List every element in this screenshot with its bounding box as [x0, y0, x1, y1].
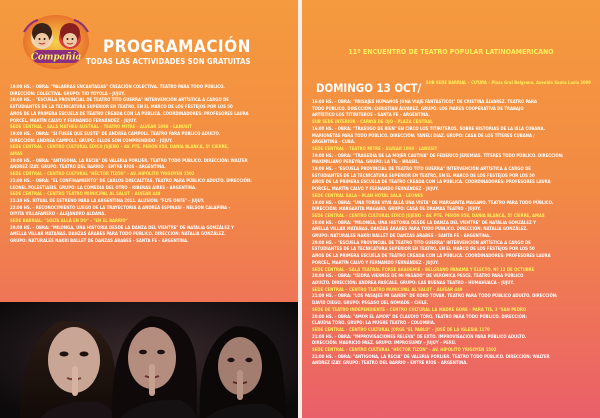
schedule-line: ESTUDIANTES DE LA TECNICATURA SUPERIOR EN TEATRO, EN EL MARCO DE LOS FESTEJOS POR LOS 50 — [10, 105, 233, 111]
schedule-line: ADULTO. DIRECCIÓN: ANDREA PASCALE. GRUPO: LAS BUENAS TEATRO – HUMAHUACA – JUJUY. — [312, 280, 514, 286]
schedule-line: 21:00 HS. – OBRA: "IMPROVISACIONES RELEVA" DE EXTO. IMPROVISACIÓN PARA PÚBLICO ADULTO. — [312, 334, 527, 340]
schedule-line: 20:00 HS. – OBRA: "MILONGA, UNA HISTORIA DESDE LA DANZA DEL VIENTRE" DE NATALIA GONZÁLEZ Y — [10, 225, 234, 231]
schedule-line: ANDREZ IZAY. GRUPO: TEATRO DEL BARRIO – ENTRE RÍOS – ARGENTINA. — [10, 165, 166, 171]
schedule-line: ANELLA VILLAR MATAÑAS. DANZAS ÁRABES PARA TODO PÚBLICO. DIRECCIÓN: NATALIA GONZÁLEZ. — [10, 232, 226, 238]
schedule-line: GRUPO: NATURALES NAKRI BALLET DE DANZAS ÁRABES – SANTA FE – ARGENTINA. — [10, 239, 189, 245]
venue-line: SEDE CENTRAL – CENTRO TEATRO MUNICIPAL AL SALUT – ALVEAR 449 — [10, 192, 161, 198]
schedule-line: ARTÍSTICO LOS TITIRITEROS – SANTA FE – ARGENTINA. — [312, 113, 430, 119]
venue-line: SEDE DE TEATRO INDEPENDIENTE – CENTRO CULTURAL LA MADRE GORE – PARA TIS, 3 "SAN PEDRO — [312, 307, 527, 313]
schedule-line: CLAUDIA TORO. GRUPO: LA MUGRE TEATRO – COLOMBIA. — [312, 321, 436, 327]
schedule-line: AÑOS DE LA PRIMERA ESCUELA DE TEATRO CREADA CON LA PÚBLICA. COORDINADORES: PROFESORES LAURA — [312, 254, 551, 260]
main-venue: SUB SEDE BARRIAL – CUYAYA – Plaza Gral Belgrano, Avenida Santa Lucía 2009 — [426, 80, 591, 85]
left-schedule — [10, 85, 288, 246]
schedule-line: 20:00 HS. – OBRA: "MILONGA, UNA HISTORIA DESDE LA DANZA DEL VIENTRE" DE NATALIA GONZÁLEZ Y — [312, 220, 536, 226]
schedule-line: DIRECCIÓN: MARGARITA MAGANO. GRUPO: CASA DE DRAMAS TEATRO – JUJUY. — [312, 207, 481, 213]
schedule-line: 19:00 HS. – "ESCUELA PROVINCIAL DE TEATRO TITO GUERRA" INTERVENCIÓN ARTÍSTICA A CARGO DE — [312, 167, 531, 173]
schedule-line: 21:00 HS. – OBRA: "EL CONFINAMIENTO" DE CARLOS DRECALTTAS. TEATRO PARA PÚBLICO ADULTO. DIRECCIÓN: — [10, 178, 252, 184]
schedule-line: ESTUDIANTES DE LA TECNICATURA SUPERIOR EN TEATRO, EN EL MARCO DE LOS FESTEJOS POR LOS 50 — [312, 173, 535, 179]
venue-line: SEDE CENTRAL – SALA MATHEU AUSTRAL – TEATRO MITRE – ALVEAR 1098 – LANUSIT — [10, 125, 192, 131]
right-page — [302, 0, 600, 418]
company-logo — [20, 12, 92, 74]
schedule-line: 20:00 HS. – OBRA: "AMOR EL AMOR" DE CLAUDIO TORO. TEATRO PARA TODO PÚBLICO. DIRECCIÓN: — [312, 314, 527, 320]
schedule-line: 19:00 HS. – OBRA: "PALABRAS ENCANTADAS" CREACIÓN COLECTIVA. TEATRO PARA TODO PÚBLICO. — [10, 85, 225, 90]
schedule-line: ANDREZ IZAY. GRUPO: TEATRO DEL BARRIO – ENTRE RÍOS – ARGENTINA. — [312, 361, 468, 367]
schedule-line: 16:00 HS. – OBRA: "PAISAJES HUMANOS (UNA VIAJE FANTÁSTICO)" DE CRISTINA ÁLVAREZ. TEATRO PARA — [312, 100, 538, 105]
schedule-line: DIRECCIÓN: COLECTIVA. GRUPO: TIO YOYOLA – JUJUY. — [10, 91, 126, 97]
schedule-line: 21:00 HS. – OBRA: "LOS PASAJES MI GANDE" DE KOKO TOVAR. TEATRO PARA TODO PÚBLICO ADULTO. DIRECCIÓN: — [312, 294, 558, 300]
right-schedule — [312, 100, 592, 368]
venue-line: SEDE CENTRAL – CENTRO TEATRO MUNICIPAL AL SALUT – ALVEAR 449 — [312, 287, 463, 293]
schedule-line: TODO PÚBLICO. DIRECCIÓN: CHRISTIAN ÁLVAREZ. GRUPO: LOS MARES COOPERATIVA DE TRABAJO — [312, 106, 524, 112]
venue-line: SEDE CENTRAL – SALA TEATRAL FORSE AKADEMIE – BELGRANO PANAMÁ Y ELECTO, Nº 12 DE OCTUBRE — [312, 267, 535, 273]
schedule-line: 20:00 HS. – "ESCUELA PROVINCIAL DE TEATRO TITO GUERRA" INTERVENCIÓN ARTÍSTICA A CARGO DE — [10, 98, 229, 104]
schedule-line: 21:00 HS. – OBRA: "ANTIGONA, LA RECIA" DE VALERIA PORLIER. TEATRO TODO PÚBLICO. DIRECCIÓN: WALTER — [312, 354, 550, 360]
venue-line: SEDE CENTRAL – CENTRO CULTURAL ÉDICO JUJEÑO – AV. PTE. PERÓN 858, DANIA BLANCA, 5º CIERRE, — [10, 145, 229, 151]
schedule-line: PORCEL, MARTÍN CALVO Y FERNANDO FERNÁNDEZ – JUJUY. — [312, 187, 439, 193]
venue-line: SEDE CENTRAL SALA – PLAN HOTAL SALA – LEONES — [312, 193, 423, 199]
event-title: 11º ENCUENTRO DE TEATRO POPULAR LATINOAMERICANO — [348, 48, 554, 56]
date-heading: DOMINGO 13 OCT/ — [316, 81, 422, 95]
schedule-line: 20:00 HS. – "ESCUELA PROVINCIAL DE TEATRO TITO GUERRA" INTERVENCIÓN ARTÍSTICA A CARGO DE — [312, 240, 531, 246]
schedule-line: 19:00 HS. – OBRA: "UNA TORRE VIVA ALLÁ UNA VISTA" DE MARGARITA MAGANO. TEATRO PARA TODO PÚBLICO. — [312, 200, 554, 206]
venue-line: SEDE CENTRAL – TEATRO MITRE – ALVEAR 1098 – LANUSIT — [312, 146, 438, 152]
schedule-line: DAVID DIEGO. GRUPO: PEGASO DEL NÓMADE – CHILE. — [312, 301, 429, 307]
left-page — [0, 0, 298, 418]
performers-photo — [0, 302, 298, 418]
schedule-line: DIYITA VILLAFAÑERO – ALEJANDRO ALDANA. — [10, 212, 106, 218]
venue-line: SEDE CENTRAL – CENTRO CULTURAL JORGE "EL PABLO" – JOSÉ DE LA IGLESIA 1170 — [312, 327, 490, 333]
schedule-line: PORCEL, MARTÍN CALVO Y FERNANDO FERNÁNDEZ – JUJUY. — [312, 260, 439, 266]
schedule-line: ANELLA VILLAR MATAÑAS. DANZAS ÁRABES PARA TODO PÚBLICO. DIRECCIÓN: NATALIA GONZÁLEZ. — [312, 227, 528, 233]
venue-line: SEDE CENTRAL – CENTRO CULTURAL "HÉCTOR TIZÓN" – AV. HIPÓLITO YRIGOYEN 1502 — [10, 172, 195, 178]
schedule-line: MAXIMILIANO PEREYRA. GRUPO: LA TIL – BRASIL. — [312, 160, 420, 166]
schedule-line: GRUPO: NATURALES NAKRI BALLET DE DANZAS ÁRABES – SANTA FE – ARGENTINA. — [312, 234, 491, 240]
program-subtitle: TODAS LAS ACTIVIDADES SON GRATUITAS — [86, 57, 251, 66]
schedule-line: 20:00 HS. – OBRA: "ANTIGONA, LA RECIA" DE VALERIA PORLIER. TEATRO TODO PÚBLICO. DIRECCIÓN: WALTER — [10, 158, 248, 164]
schedule-line: AÑOS DE LA PRIMERA ESCUELA DE TEATRO CREADA CON LA PÚBLICA. COORDINADORES: PROFESORES LAURA — [10, 111, 249, 117]
venue-line: SUB SEDE INTERIOR – CAPAYA DE OJO – PLAZA CENTRAL — [312, 120, 433, 126]
schedule-line: PORCEL, MARTÍN CALVO Y FERNANDO FERNÁNDEZ – JUJUY. — [10, 118, 137, 124]
schedule-line: AÑOS DE LA PRIMERA ESCUELA DE TEATRO CREADA CON LA PÚBLICA. COORDINADORES: PROFESORES LAURA — [312, 180, 551, 186]
venue-line: SEDE CENTRAL – CENTRO CULTURAL ÉDICO JUJEÑO – AV. PTE. PERÓN 858, DANIA BLANCA, 5º CIERRE, AMAS — [312, 213, 545, 219]
schedule-line: DIRECCIÓN: ANDREA CAMPOLI. GRUPO: ELLOS SON COMPRENDIDO – JUJUY. — [10, 138, 173, 144]
schedule-line: DIRECCIÓN: MAURICIO PÁEZ. GRUPO: IMPROSUPAY – JUJUY – PERÚ. — [312, 341, 457, 347]
schedule-line: 19:00 HS. – OBRA: "TRAGEDIA DE LA MUJER CAUTIVA" DE FEDERICO JEREMIAS. TÍTERES TODO PÚBLICO. DIRECCIÓN: — [312, 153, 564, 159]
schedule-line: ARGENTINA – CUBA. — [312, 140, 356, 146]
venue-line: SEDE BARRIAL: "SOLTA ALLÁ EN DO" – "EN EL BARRIO" — [10, 219, 128, 225]
venue-line: AMAS — [10, 152, 23, 158]
svg-text:Compañía: Compañía — [30, 52, 82, 63]
venue-line: SEDE CENTRAL – CENTRO CULTURAL "HÉCTOR TIZÓN" – AV. HIPÓLITO YRIGOYEN 1502 — [312, 348, 497, 354]
schedule-line: 21:30 HS. RITUAL DE ESTRENO PARA LA ARGENTINA 2011. ALUSIÓN: "FLYE ONTE" – JUJUY. — [10, 198, 205, 204]
schedule-line: ESTUDIANTES DE LA TECNICATURA SUPERIOR EN TEATRO, EN EL MARCO DE LOS FESTEJOS POR LOS 50 — [312, 247, 535, 253]
schedule-line: LEONEL POLESTIASIS. GRUPO: LA COMEDIA DEL OTRO – RIBERAS AIRES – ARGENTINA. — [10, 185, 197, 191]
schedule-line: 19:00 HS. – OBRA: "SI FUESE QUE SUSTE" DE ANDREA CAMPOLI. TEATRO PARA PÚBLICO ADULTO. — [10, 131, 221, 137]
program-title: PROGRAMACIÓN — [103, 37, 251, 57]
schedule-line: 16:00 HS. – OBRA: "TRASUGO DE BIEN" EN CIRCO LOS TITIRITEROS. SOBRE HISTORIAS DE LA ISLA CUBANA. — [312, 126, 546, 132]
schedule-line: MARIONETAS PARA TODO PÚBLICO. DIRECCIÓN: YANELI DIAZ. GRUPO: CASA DE LOS TÍTERES CUBANA / — [312, 133, 535, 139]
schedule-line: 22:00 HS. – RECONOCIMIENTO LUEGO DE LA TRAYECTORIA A ANDREA ESPINASI – NELSON CALAPIÑA – — [10, 205, 231, 211]
schedule-line: 20:00 HS. – OBRA: "ISIDRA VIERNES DE MI PASADO" DE VERÓNICA PESCE. TEATRO PARA PÚBLICO — [312, 274, 524, 280]
